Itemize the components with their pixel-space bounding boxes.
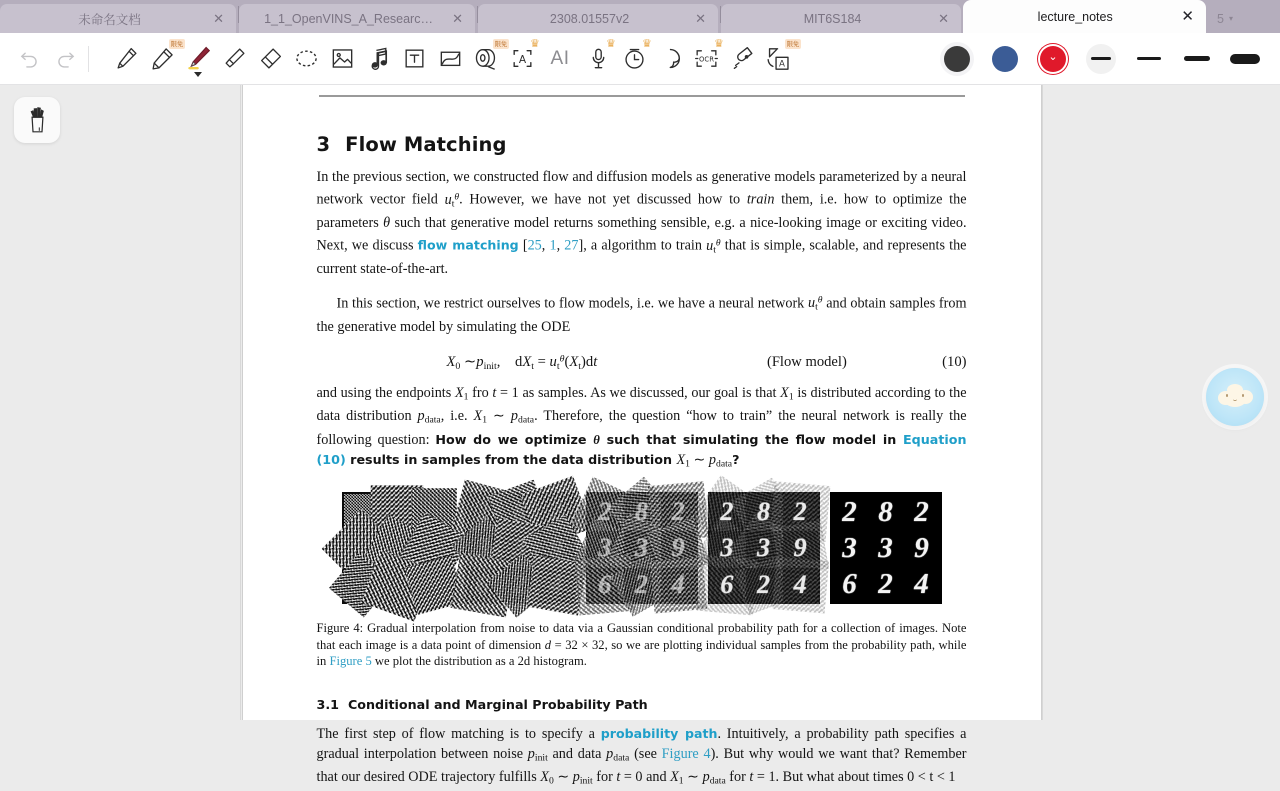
digit-glyph: 8 [634,496,648,526]
tab-label: 2308.01557v2 [549,11,630,26]
text-recognition-icon [510,46,535,71]
image-icon [330,46,355,71]
bold-question-a: How do we optimize [435,431,594,447]
tab-close-icon[interactable]: ✕ [938,11,949,26]
ai-assistant-button[interactable] [541,40,579,78]
page-top-rule [319,95,965,97]
section-number: 3 [316,133,331,156]
text-run: . Therefore, the question “how to train” the neural network is really the following question: [316,407,967,448]
digit-glyph: 8 [878,495,893,528]
tab-close-icon[interactable]: ✕ [213,11,224,26]
fountain-pen-button[interactable] [109,40,143,78]
digit-glyph: 6 [476,570,490,600]
cloud-assistant-button[interactable] [1206,368,1264,426]
digit-glyph: 2 [634,570,648,600]
sticker-button[interactable] [653,40,687,78]
figure-4-caption [317,620,967,669]
link-figure-5[interactable]: Figure 5 [329,653,372,668]
text-run: In this section, we restrict ourselves to flow models, i.e. we have a neural network [336,295,808,312]
text-run: we plot the distribution as a 2d histogram. [371,653,587,668]
bold-question-b: such that simulating the flow model in [599,431,903,447]
tab-0[interactable] [0,4,236,33]
digit-glyph: 9 [671,533,685,563]
pencil-button[interactable] [145,39,183,78]
timestamp-button[interactable] [617,37,652,78]
digit-glyph: 6 [720,570,734,600]
undo-button[interactable] [12,40,46,78]
digit-glyph: 2 [512,570,526,600]
stroke-thick-preview [1230,54,1260,64]
section-heading [317,133,967,156]
tab-3[interactable] [721,4,961,33]
link-equation-10[interactable]: Equation (10) [316,431,967,468]
ai-icon: AI [550,47,570,69]
eraser-icon [258,46,283,71]
tab-close-icon[interactable]: ✕ [452,11,463,26]
text-run: , i.e. [440,407,474,424]
text-run: . Intuitively, a probability path specifies a gradual interpolation between noise [316,726,967,762]
insert-image-button[interactable] [325,40,359,78]
text-run: Figure 4: Gradual interpolation from noise to data via a Gaussian conditional probability path for a collection of images. Note that each image is a data point of dimension [316,621,967,652]
panel-interpolated-2 [708,492,820,604]
highlighter-button[interactable] [217,40,251,78]
pen-cup-button[interactable] [14,97,60,143]
bold-question-d: ? [732,452,740,468]
citation-25[interactable]: 25 [527,237,542,254]
digit-glyph: 2 [549,496,563,526]
stroke-preview [1091,57,1111,60]
text-run: In the previous section, we constructed flow and diffusion models as generative models parameterized by a neural network vector field [316,169,967,208]
text-run: and [642,768,671,785]
tab-label: lecture_notes [1037,9,1113,24]
text-run: for [592,768,617,785]
editor-stage [0,85,1280,787]
brush-pen-icon [185,45,212,72]
math-d: d [544,637,552,652]
text-run: [ [518,237,528,254]
paragraph-4: The first step of flow matching is to specify a probability path. Intuitively, a probability path specifies a gradual interpolation between noise pinit and data pdata (see Figure 4). But why would we want that? Remember that our desired ODE trajectory fulfills X0 ∼ pinit for t = 0 and X1 ∼ pdata for t = 1. But what about times 0 < t < 1 [316,726,967,787]
shape-icon [438,46,463,71]
tab-label: MIT6S184 [803,11,862,26]
limited-free-badge: 限免 [786,39,799,48]
subsection-number: 3.1 [316,697,339,713]
digit-glyph: 9 [914,531,929,564]
tab-count-dropdown[interactable] [1208,4,1241,33]
color-swatch [1086,44,1116,74]
crown-icon: ♛ [642,37,652,50]
text-box-icon [402,46,427,71]
panel-data [830,492,942,604]
text-run: as samples. As we discussed, our goal is that [518,384,781,401]
limited-free-badge: 限免 [170,39,183,48]
digit-glyph: 3 [598,533,612,563]
digit-glyph: 3 [756,533,770,563]
digit-glyph: 3 [512,533,526,563]
sticker-icon [658,46,683,71]
crown-icon: ♛ [530,37,540,50]
paragraph-2: In this section, we restrict ourselves to flow models, i.e. we have a neural network $ut^\theta$ and obtain samples from the generative model by simulating the ODE [316,295,967,335]
shape-tool-button[interactable] [433,40,467,78]
subsection-heading [317,697,967,712]
text-run: such that generative model returns something sensible, e.g. a nice-looking image or exciting video. Next, we discuss [316,214,967,254]
handwriting-to-text-button[interactable] [761,39,799,78]
pen-cup-icon [24,105,51,135]
tab-count-value: 5 [1217,11,1224,26]
tab-close-icon[interactable]: ✕ [1181,8,1194,25]
text-run: fro [468,384,493,401]
digit-glyph: 2 [914,495,929,528]
paragraph-3: and using the endpoints X1 fro t = 1 as samples. As we discussed, our goal is that X1 is distributed according to the data distribution pdata, i.e. X1 ∼ pdata. Therefore, the question “how to train” the neural network is really the following question: How do we optimize θ such that simulating the flow model in Equation (10) results in samples from the data distribution X1 ∼ pdata? [316,384,967,471]
document-page [242,85,1042,787]
panel-noise-1 [342,492,454,604]
digit-glyph: 4 [549,570,563,600]
right-rail [1042,85,1280,720]
link-probability-path[interactable]: probability path [600,726,718,742]
toolbar [0,33,1280,85]
redo-icon [55,48,76,69]
panel-noise-2 [464,492,576,604]
brush-pen-button[interactable] [181,40,215,78]
document-body [269,133,1015,791]
text-run: , so we are plotting individual samples from the probability path, while in [316,637,967,668]
color-swatch [992,46,1018,72]
digit-glyph: 4 [793,570,807,600]
text-run: for [725,768,750,785]
svg-text:OCR: OCR [698,55,714,64]
digit-glyph: 2 [476,496,490,526]
section-title: Flow Matching [345,133,507,156]
crown-icon: ♛ [714,37,724,50]
toolbar-divider [88,46,89,72]
citation-27[interactable]: 27 [564,237,579,254]
tab-label: 1_1_OpenVINS_A_Researc… [264,11,433,26]
tab-bar [0,0,1280,33]
eraser-button[interactable] [253,40,287,78]
digit-glyph: 2 [793,496,807,526]
left-rail [0,85,241,720]
color-and-stroke-controls [940,42,1280,76]
ocr-button[interactable] [689,37,724,78]
color-white-button[interactable] [1084,42,1118,76]
chevron-down-icon: ⌄ [1048,50,1058,63]
chevron-down-icon: ▾ [1228,14,1233,23]
digit-glyph: 3 [476,533,490,563]
paragraph-1: In the previous section, we constructed flow and diffusion models as generative models parameterized by a neural network vector field $ut^\theta$. However, we have not yet discussed how to train them, i.e. how to optimize the parameters θ such that generative model returns something sensible, e.g. a nice-looking image or exciting video. Next, we discuss flow matching [25, 1, 27], a algorithm to train $ut^\theta$ that is simple, scalable, and represents the current state-of-the-art. [316,169,967,277]
tab-label: 未命名文档 [78,12,141,27]
digit-glyph: 3 [842,531,857,564]
text-run: , [556,237,565,254]
washi-tape-button[interactable] [469,39,507,78]
digit-glyph: 8 [512,496,526,526]
digit-glyph: 3 [634,533,648,563]
text-run: The first step of flow matching is to specify a [316,726,601,743]
link-figure-4[interactable]: Figure 4 [661,745,711,762]
tape-roll-icon [473,46,499,72]
crown-icon: ♛ [606,37,616,50]
page-scroll-area[interactable] [241,85,1042,787]
panel-interpolated-1 [586,492,698,604]
equation-number: (10) [942,353,967,370]
digit-glyph: 3 [720,533,734,563]
insert-audio-button[interactable] [361,40,395,78]
figure-4-images [317,492,967,604]
equation-name: (Flow model) [766,353,847,370]
lasso-icon [294,46,319,71]
stroke-thin-button[interactable] [1132,42,1166,76]
digit-glyph: 2 [671,496,685,526]
color-swatch [944,46,970,72]
lasso-select-button[interactable] [289,40,323,78]
fountain-pen-icon [114,46,139,71]
citation-1[interactable]: 1 [549,237,557,254]
text-run: and using the endpoints [316,384,455,401]
tab-1[interactable] [239,4,475,33]
digit-glyph: 4 [671,570,685,600]
digit-glyph: 6 [842,567,857,600]
tag-icon [730,46,755,71]
text-run: and data [547,745,607,762]
color-red-button[interactable] [1036,42,1070,76]
undo-icon [19,48,40,69]
handwriting-to-text-icon [765,46,791,72]
text-box-button[interactable] [397,40,431,78]
digit-glyph: 2 [878,567,893,600]
digit-glyph: 2 [598,496,612,526]
text-run: ). But why would we want that? Remember that our desired ODE trajectory fulfills [316,745,967,785]
voice-record-button[interactable] [581,37,616,78]
cloud-mascot-icon [1217,384,1253,410]
stroke-thin-preview [1137,57,1161,60]
text-run: . However, we have not yet discussed how to [459,191,747,208]
text-run: is distributed according to the data distribution [316,384,967,424]
pencil-icon [150,46,175,71]
tag-marker-button[interactable] [725,40,759,78]
digit-glyph: 4 [914,567,929,600]
text-recognition-button[interactable] [505,37,540,78]
text-run: ], a algorithm to train [578,237,707,254]
tab-4-active[interactable] [963,0,1206,33]
digit-glyph: 6 [598,570,612,600]
digit-glyph: 2 [720,496,734,526]
music-note-icon [366,46,391,71]
text-run: that is simple, scalable, and represents the current state-of-the-art. [316,237,967,277]
svg-text:A: A [518,53,526,67]
redo-button[interactable] [48,40,82,78]
digit-glyph: 2 [842,495,857,528]
microphone-icon [586,46,611,71]
stroke-thick-button[interactable] [1228,42,1262,76]
subsection-title: Conditional and Marginal Probability Path [347,697,648,713]
text-run: them, i.e. how to optimize the parameters [316,191,967,231]
link-flow-matching[interactable]: flow matching [417,237,519,253]
digit-glyph: 3 [878,531,893,564]
tab-close-icon[interactable]: ✕ [695,11,706,26]
digit-glyph: 9 [793,533,807,563]
emphasis-train: train [746,191,775,208]
svg-text:A: A [779,59,785,70]
limited-free-badge: 限免 [494,39,507,48]
clock-icon [622,46,647,71]
tab-2[interactable] [478,4,718,33]
equation-body: X0 ∼pinit, dXt = $ut^\theta(Xt)dt$ [446,353,598,372]
text-run: . But what about times 0 < t < 1 [775,768,956,785]
bold-question-c: results in samples from the data distribution [345,452,677,468]
color-navy-blue-button[interactable] [988,42,1022,76]
stroke-medium-preview [1184,56,1210,61]
text-run: (see [629,745,662,762]
digit-glyph: 2 [756,570,770,600]
highlighter-icon [222,46,247,71]
text-run: , [541,237,550,254]
equation-10 [317,353,967,372]
text-run: and obtain samples from the generative model by simulating the ODE [316,295,967,335]
digit-glyph: 8 [756,496,770,526]
text-run: = 32 × 32 [551,637,605,652]
color-swatch [1040,46,1066,72]
color-black-button[interactable] [940,42,974,76]
stroke-medium-button[interactable] [1180,42,1214,76]
digit-glyph: 9 [549,533,563,563]
